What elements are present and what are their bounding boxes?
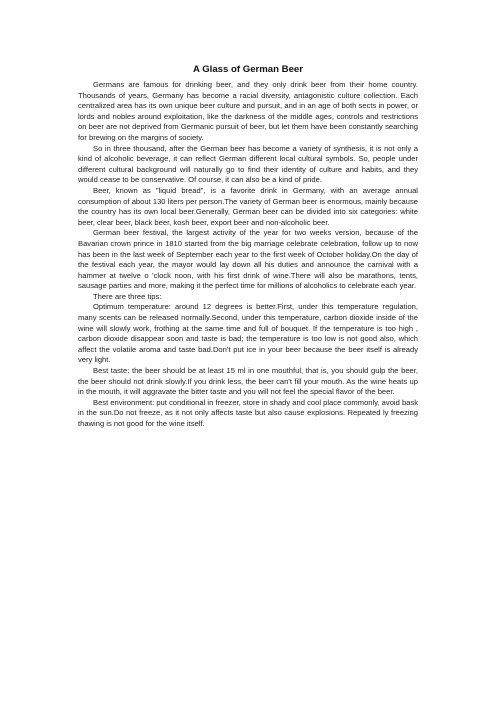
paragraph-8: Best environment: put conditional in freezer, store in shady and cool place commonly, avoid bask in the sun.Do not freeze, as it not only affects taste but also cause explosions. Repeated ly freezing thawing is not good for the wine itself. [78,397,418,428]
paragraph-1: Germans are famous for drinking beer, and they only drink beer from their home country. Thousands of years, Germany has become a racial diversity, antagonistic culture collection. Each centralized area has its own unique beer culture and pursuit, and in an age of both sects in power, or lords and nobles around exploitation, like the darkness of the middle ages, controls and restrictions on beer are not deprived from Germanic pursuit of beer, but let them have been constantly searching for brewing on the margins of society. [78,80,418,142]
document-title: A Glass of German Beer [192,64,303,75]
paragraph-4: German beer festival, the largest activity of the year for two weeks version, because of the Bavarian crown prince in 1810 started from the big marriage celebrate celebration, follow up to now has been in the last week of September each year to the first week of October holiday.On the day of the festival each year, the mayor would lay down all his duties and announce the carnival with a hammer at twelve o 'clock noon, with his first drink of wine.There will also be marathons, tents, sausage parties and more, making it the perfect time for millions of alcoholics to celebrate each year. [78,228,418,291]
document-body [78,64,418,430]
paragraph-6: Optimum temperature: around 12 degrees is better.First, under this temperature regulation, many scents can be released normally.Second, under this temperature, carbon dioxide inside of the wine will slowly work, frothing at the same time and full of bouquet. If the temperature is too high , carbon dioxide disappear soon and taste is bad; the temperature is too low is not good also, which affect the volatile aroma and taste bad.Don't put ice in your beer because the beer itself is already very light. [78,302,418,365]
paragraph-7: Best taste: the beer should be at least 15 ml in one mouthful, that is, you should gulp the beer, the beer should not drink slowly.If you drink less, the beer can't fill your mouth. As the wine heats up in the mouth, it will aggravate the bitter taste and you will not feel the special flavor of the beer. [78,366,418,397]
paragraph-5: There are three tips: [93,291,162,301]
paragraph-3: Beer, known as "liquid bread", is a favorite drink in Germany, with an average annual consumption of about 130 liters per person.The variety of German beer is enormous, mainly because the country has its own local beer.Generally, German beer can be divided into six categories: white beer, clear beer, black beer, kosh beer, export beer and non-alcoholic beer. [78,185,418,227]
paragraph-2: So in three thousand, after the German beer has become a variety of synthesis, it is not only a kind of alcoholic beverage, it can reflect German different local cultural symbols. So, people under different cultural background will naturally go to find their identity of culture and habits, and they would cease to be conservative. Of course, it can also be a kind of pride. [78,143,418,185]
